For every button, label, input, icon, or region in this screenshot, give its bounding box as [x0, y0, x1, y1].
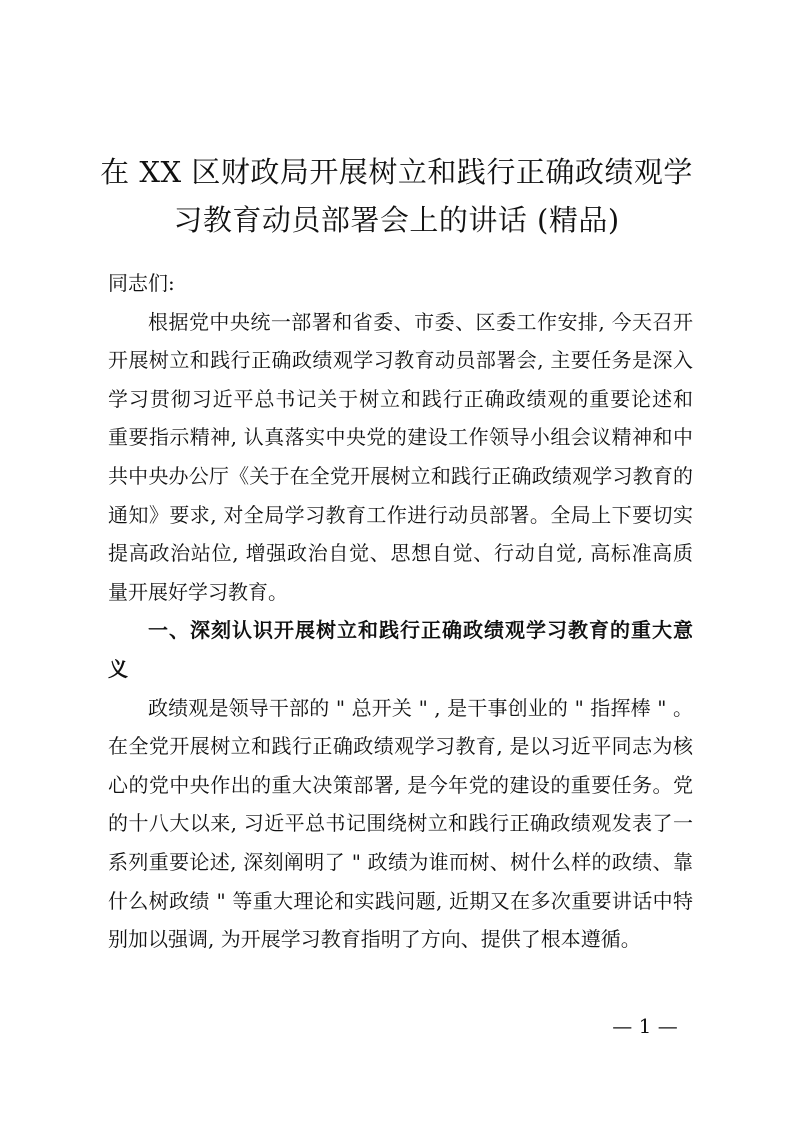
paragraph-line: 学习贯彻习近平总书记关于树立和践行正确政绩观的重要论述和 [108, 386, 693, 411]
paragraph-line: 在全党开展树立和践行正确政绩观学习教育, 是以习近平同志为核 [108, 734, 693, 759]
paragraph-line: 心的党中央作出的重大决策部署, 是今年党的建设的重要任务。党 [108, 772, 693, 797]
paragraph-line: 别加以强调, 为开展学习教育指明了方向、提供了根本遵循。 [108, 927, 641, 952]
paragraph-1 [108, 303, 693, 612]
paragraph-line: 系列重要论述, 深刻阐明了 " 政绩为谁而树、树什么样的政绩、靠 [108, 849, 693, 874]
paragraph-line: 什么树政绩 " 等重大理论和实践问题, 近期又在多次重要讲话中特 [108, 888, 693, 913]
page-number: — 1 — [612, 1014, 678, 1038]
heading-line: 一、深刻认识开展树立和践行正确政绩观学习教育的重大意 [148, 618, 693, 643]
title-line-1: 在 XX 区财政局开展树立和践行正确政绩观学 [100, 155, 693, 189]
paragraph-line: 根据党中央统一部署和省委、市委、区委工作安排, 今天召开 [148, 309, 693, 334]
heading-line: 义 [108, 656, 128, 681]
paragraph-line: 量开展好学习教育。 [108, 579, 288, 604]
paragraph-line: 政绩观是领导干部的 " 总开关 " , 是干事创业的 " 指挥棒 " 。 [148, 695, 693, 720]
paragraph-line: 开展树立和践行正确政绩观学习教育动员部署会, 主要任务是深入 [108, 348, 693, 373]
paragraph-line: 的十八大以来, 习近平总书记围绕树立和践行正确政绩观发表了一 [108, 811, 693, 836]
paragraph-line: 共中央办公厅《关于在全党开展树立和践行正确政绩观学习教育的 [108, 463, 693, 488]
paragraph-2 [108, 689, 693, 959]
paragraph-line: 重要指示精神, 认真落实中央党的建设工作领导小组会议精神和中 [108, 425, 693, 450]
paragraph-line: 通知》要求, 对全局学习教育工作进行动员部署。全局上下要切实 [108, 502, 693, 527]
document-body [108, 264, 693, 959]
document-title [80, 148, 713, 244]
salutation: 同志们: [108, 271, 175, 295]
section-heading-1 [108, 611, 693, 688]
title-line-2: 习教育动员部署会上的讲话 (精品) [173, 203, 620, 237]
paragraph-line: 提高政治站位, 增强政治自觉、思想自觉、行动自觉, 高标准高质 [108, 541, 693, 566]
